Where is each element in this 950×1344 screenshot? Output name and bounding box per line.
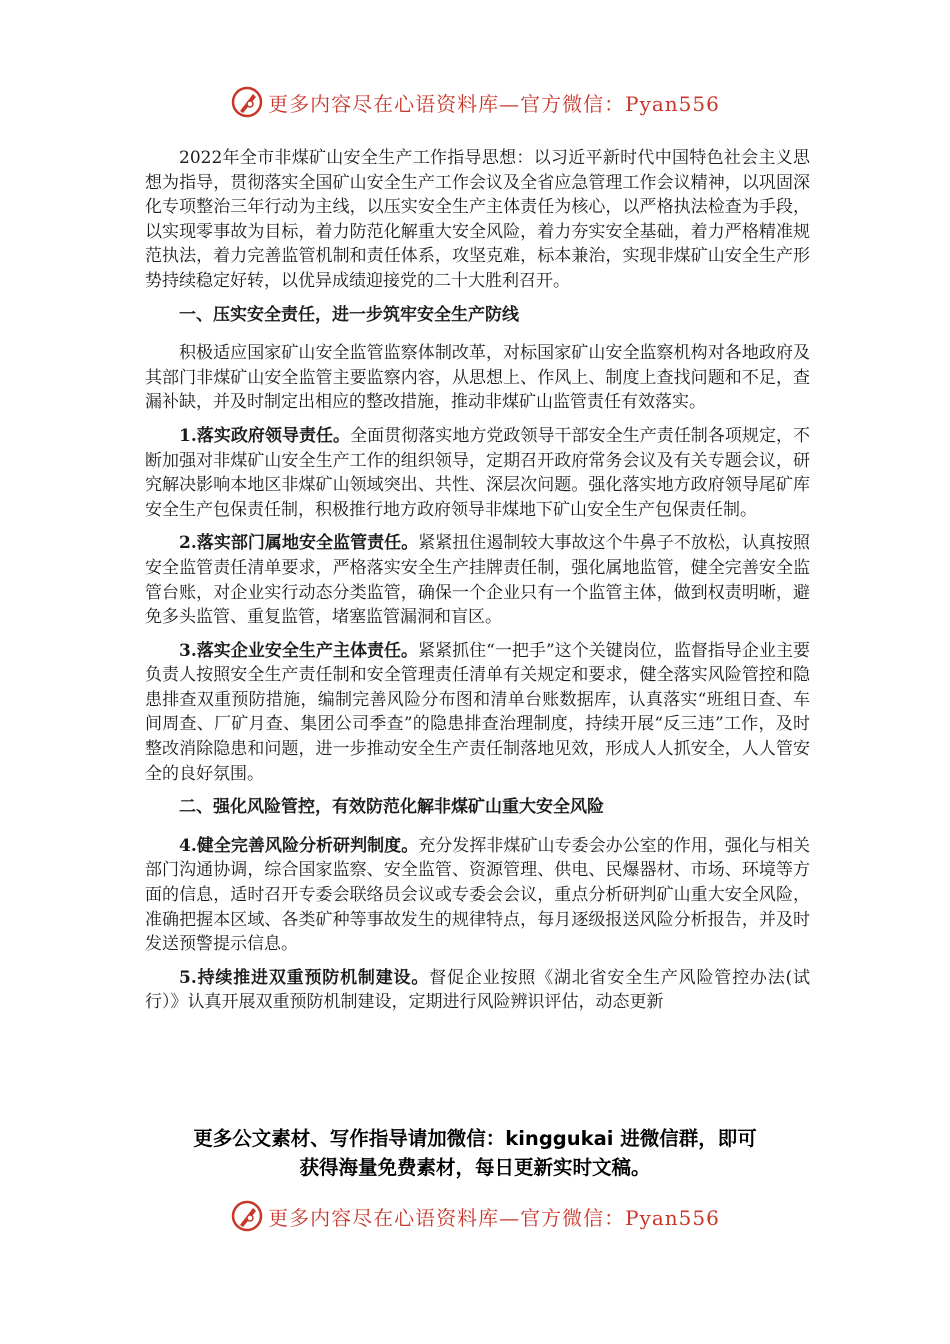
- pen-circle-icon: [230, 1199, 264, 1233]
- body-text: [145, 146, 810, 1024]
- item5-paragraph: [145, 966, 810, 1015]
- item3-text: 紧紧抓住“一把手”这个关键岗位，监督指导企业主要负责人按照安全生产责任制和安全管理责任清单有关规定和要求，健全落实风险管控和隐患排查双重预防措施，编制完善风险分布图和清单台账数据库，认真落实“班组日查、车间周查、厂矿月查、集团公司季查”的隐患排查治理制度，持续开展“反三违”工作，及时整改消除隐患和问题，进一步推动安全生产责任制落地见效，形成人人抓安全，人人管安全的良好氛围。: [145, 640, 810, 784]
- header-banner-text: 更多内容尽在心语资料库—官方微信：Pyan556: [268, 91, 720, 116]
- promo-line-2: 获得海量免费素材，每日更新实时文稿。: [299, 1156, 651, 1179]
- item4-text: 充分发挥非煤矿山专委会办公室的作用，强化与相关部门沟通协调，综合国家监察、安全监管、资源管理、供电、民爆器材、市场、环境等方面的信息，适时召开专委会联络员会议或专委会会议，重点分析研判矿山重大安全风险，准确把握本区域、各类矿种等事故发生的规律特点，每月逐级报送风险分析报告，并及时发送预警提示信息。: [145, 835, 810, 955]
- item3-lead: 3.落实企业安全生产主体责任。: [179, 640, 419, 661]
- item4-lead: 4.健全完善风险分析研判制度。: [179, 835, 419, 856]
- item2-text: 紧紧扭住遏制较大事故这个牛鼻子不放松，认真按照安全监管责任清单要求，严格落实安全生产挂牌责任制，强化属地监管，健全完善安全监管台账，对企业实行动态分类监管，确保一个企业只有一个监管主体，做到权责明晰，避免多头监管、重复监管，堵塞监管漏洞和盲区。: [145, 533, 810, 628]
- intro-paragraph: 2022年全市非煤矿山安全生产工作指导思想：以习近平新时代中国特色社会主义思想为指导，贯彻落实全国矿山安全生产工作会议及全省应急管理工作会议精神，以巩固深化专项整治三年行动为主线，以压实安全生产主体责任为核心，以严格执法检查为手段，以实现零事故为目标，着力防范化解重大安全风险，着力夯实安全基础，着力严格精准规范执法，着力完善监管机制和责任体系，攻坚克难，标本兼治，实现非煤矿山安全生产形势持续稳定好转，以优异成绩迎接党的二十大胜利召开。: [145, 148, 810, 291]
- item1-paragraph: [145, 424, 810, 522]
- item3-paragraph: [145, 639, 810, 787]
- item2-paragraph: [145, 531, 810, 629]
- item2-lead: 2.落实部门属地安全监管责任。: [179, 533, 419, 554]
- pen-circle-icon: [230, 85, 264, 119]
- item4-paragraph: [145, 834, 810, 957]
- item1-lead: 1.落实政府领导责任。: [179, 425, 351, 446]
- section2-heading: 二、强化风险管控，有效防范化解非煤矿山重大安全风险: [179, 797, 604, 818]
- footer-banner: [0, 1196, 950, 1236]
- promo-line-1: 更多公文素材、写作指导请加微信：kinggukai 进微信群，即可: [193, 1127, 757, 1150]
- footer-banner-text: 更多内容尽在心语资料库—官方微信：Pyan556: [268, 1205, 720, 1230]
- item1-text: 全面贯彻落实地方党政领导干部安全生产责任制各项规定，不断加强对非煤矿山安全生产工作的组织领导，定期召开政府常务会议及有关专题会议，研究解决影响本地区非煤矿山领域突出、共性、深层次问题。强化落实地方政府领导尾矿库安全生产包保责任制，积极推行地方政府领导非煤地下矿山安全生产包保责任制。: [145, 425, 811, 520]
- item5-text: 督促企业按照《湖北省安全生产风险管控办法(试行）》认真开展双重预防机制建设，定期进行风险辨识评估，动态更新: [145, 967, 811, 1013]
- section1-intro: 积极适应国家矿山安全监管监察体制改革，对标国家矿山安全监察机构对各地政府及其部门非煤矿山安全监管主要监察内容，从思想上、作风上、制度上查找问题和不足，查漏补缺，并及时制定出相应的整改措施，推动非煤矿山监管责任有效落实。: [145, 343, 810, 413]
- promo-notice: [120, 1124, 830, 1182]
- header-banner: [0, 82, 950, 122]
- item5-lead: 5.持续推进双重预防机制建设。: [179, 967, 430, 988]
- section1-heading: 一、压实安全责任，进一步筑牢安全生产防线: [179, 304, 519, 325]
